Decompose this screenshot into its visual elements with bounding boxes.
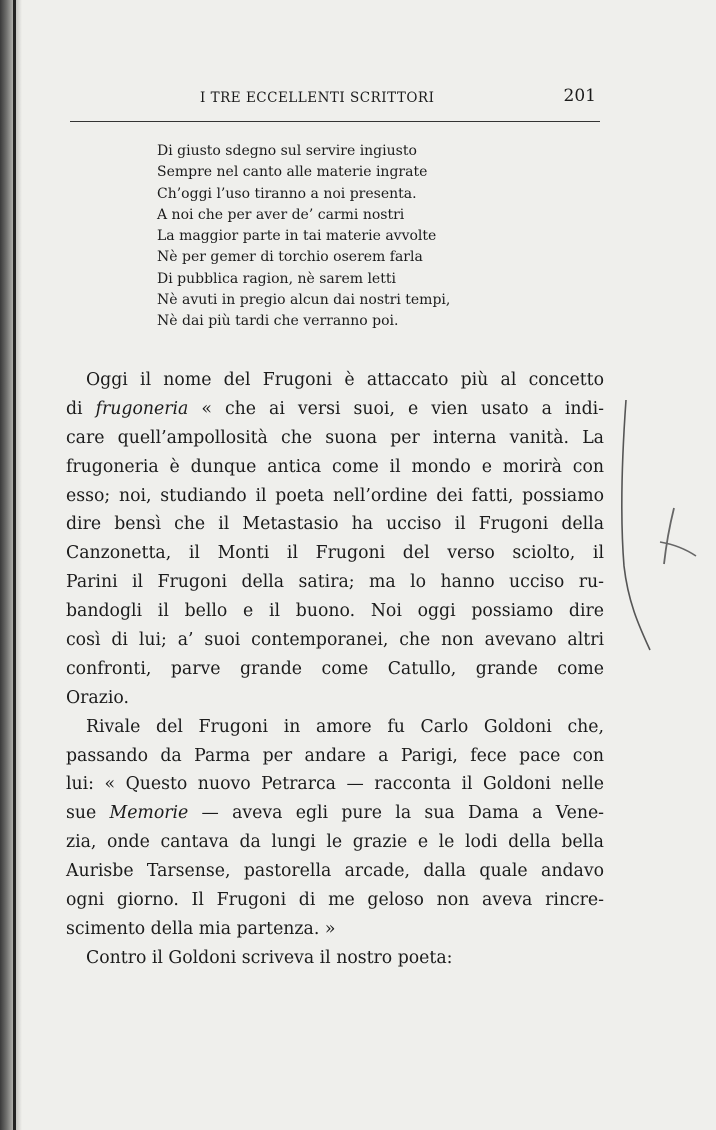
verse-line: Nè avuti in pregio alcun dai nostri tempi, [157, 292, 451, 309]
text-line: zia, onde cantava da lungi le grazie e le lodi della bella [66, 832, 604, 853]
text-line: lui: « Questo nuovo Petrarca — racconta il Goldoni nelle [66, 774, 604, 795]
text-line [66, 799, 604, 828]
verse-quotation [157, 141, 537, 333]
text-line: Canzonetta, il Monti il Frugoni del verso sciolto, il [66, 543, 604, 564]
text-line: Oggi il nome del Frugoni è attaccato più al concetto [86, 370, 604, 390]
verse-line: Di giusto sdegno sul servire ingiusto [157, 143, 417, 159]
text-run: — aveva egli pure la sua Dama a Vene- [188, 803, 605, 824]
page-header [70, 86, 598, 114]
binding-edge-line [13, 0, 16, 1130]
paragraph-contro-goldoni [66, 944, 604, 973]
page-number: 201 [563, 86, 596, 106]
text-line: così di lui; a’ suoi contemporanei, che non avevano altri [66, 630, 604, 651]
body-text [66, 366, 604, 973]
header-rule [70, 121, 600, 122]
verse-line: A noi che per aver de’ carmi nostri [157, 206, 405, 223]
text-line: Orazio. [66, 687, 129, 708]
text-line: frugoneria è dunque antica come il mondo e morirà con [66, 456, 604, 477]
text-line [66, 395, 604, 424]
text-line: Aurisbe Tarsense, pastorella arcade, dalla quale andavo [66, 861, 604, 882]
verse-line: Ch’oggi l’uso tiranno a noi presenta. [157, 185, 417, 202]
text-line: dire bensì che il Metastasio ha ucciso il Frugoni della [66, 514, 604, 535]
text-line: care quell’ampollosità che suona per interna vanità. La [66, 427, 604, 448]
verse-line: Sempre nel canto alle materie ingrate [157, 164, 428, 181]
verse-line: Nè dai più tardi che verranno poi. [157, 313, 399, 330]
running-title: I TRE ECCELLENTI SCRITTORI [200, 90, 435, 106]
text-line: passando da Parma per andare a Parigi, fece pace con [66, 745, 604, 766]
italic-term: frugoneria [95, 398, 189, 419]
verse-line: Nè per gemer di torchio oserem farla [157, 249, 423, 266]
handwritten-margin-mark [612, 396, 702, 656]
text-run: di [66, 398, 96, 419]
text-line: ogni giorno. Il Frugoni di me geloso non aveva rincre- [66, 890, 604, 911]
verse-line: Di pubblica ragion, nè sarem letti [157, 270, 396, 287]
text-line: Rivale del Frugoni in amore fu Carlo Goldoni che, [86, 716, 604, 737]
text-run: sue [66, 803, 110, 824]
text-line: bandogli il bello e il buono. Noi oggi possiamo dire [66, 601, 604, 622]
paragraph-goldoni [66, 713, 604, 944]
text-line: scimento della mia partenza. » [66, 918, 336, 939]
italic-title: Memorie [109, 803, 189, 824]
verse-line: La maggior parte in tai materie avvolte [157, 228, 437, 245]
paragraph-frugoneria [66, 366, 604, 713]
text-line: Parini il Frugoni della satira; ma lo hanno ucciso ru- [66, 572, 604, 593]
book-binding-shadow [0, 0, 22, 1130]
text-run: « che ai versi suoi, e vien usato a indi- [188, 398, 604, 419]
text-line: Contro il Goldoni scriveva il nostro poeta: [86, 947, 453, 968]
text-line: esso; noi, studiando il poeta nell’ordine dei fatti, possiamo [66, 485, 604, 506]
text-line: confronti, parve grande come Catullo, grande come [66, 658, 604, 679]
